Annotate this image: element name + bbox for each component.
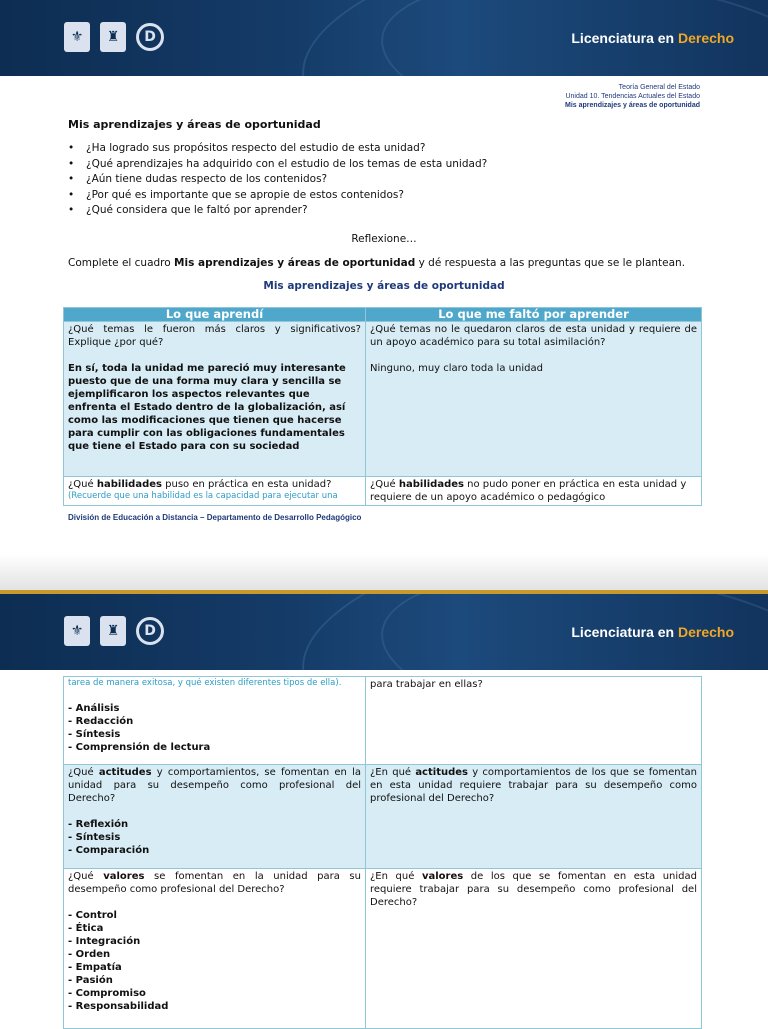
list-item: • ¿Qué considera que le faltó por aprender? (68, 203, 487, 219)
q-pre: ¿En qué (370, 767, 416, 778)
table-row (64, 677, 702, 765)
breadcrumb-activity: Mis aprendizajes y áreas de oportunidad (565, 102, 700, 109)
answer-item: - Síntesis (68, 729, 121, 740)
program-title (571, 30, 734, 46)
table-cell (64, 677, 366, 765)
answer-item: - Compromiso (68, 988, 146, 999)
program-accent: Derecho (677, 624, 734, 640)
footer-department: División de Educación a Distancia – Departamento de Desarrollo Pedagógico (68, 513, 362, 522)
program-prefix: Licenciatura en (571, 624, 678, 640)
breadcrumb (565, 83, 700, 110)
cell-question (370, 478, 697, 504)
answer-item: - Ética (68, 923, 104, 934)
suayed-logo-icon: D (136, 23, 164, 51)
table-cell (366, 869, 702, 1029)
answer-item: - Orden (68, 949, 111, 960)
table-row (64, 765, 702, 869)
list-item: • ¿Ha logrado sus propósitos respecto del estudio de esta unidad? (68, 141, 487, 157)
header-banner-page2 (0, 594, 768, 670)
table-cell (366, 677, 702, 765)
cell-question (370, 870, 697, 909)
answer-item: - Responsabilidad (68, 1001, 169, 1012)
cell-question (68, 766, 361, 805)
q-pre: ¿En qué (370, 871, 422, 882)
table-cell (366, 477, 702, 506)
table-row (64, 477, 702, 506)
q-keyword: actitudes (415, 767, 468, 778)
table-cell (64, 765, 366, 869)
q-pre: ¿Qué (68, 479, 97, 490)
cell-question (68, 870, 361, 896)
cell-note: tarea de manera exitosa, y qué existen diferentes tipos de ella). (68, 678, 342, 688)
column-header-missing: Lo que me faltó por aprender (366, 308, 702, 322)
program-title (571, 624, 734, 640)
unam-crest-icon: ⚜ (64, 616, 90, 646)
institution-logos (64, 22, 164, 52)
cell-question (370, 766, 697, 805)
q-post: de los que se fomentan en esta unidad requiere trabajar para su desempeño como profesional del Derecho? (370, 871, 697, 908)
section-title: Mis aprendizajes y áreas de oportunidad (68, 118, 321, 131)
answer-item: - Comparación (68, 845, 150, 856)
q-post: no pudo poner en práctica en esta unidad y requiere de un apoyo académico o pedagógico (370, 479, 687, 503)
table-cell (64, 477, 366, 506)
list-item: • ¿Qué aprendizajes ha adquirido con el estudio de los temas de esta unidad? (68, 157, 487, 173)
table-cell (64, 322, 366, 477)
page-separator (0, 554, 768, 594)
unam-crest-icon: ⚜ (64, 22, 90, 52)
learning-table-continued (63, 676, 702, 1029)
q-pre: ¿Qué (68, 871, 104, 882)
q-keyword: valores (103, 871, 145, 882)
table-cell (366, 765, 702, 869)
instruction-pre: Complete el cuadro (68, 257, 175, 269)
answer-item: - Reflexión (68, 819, 129, 830)
cell-answer: En sí, toda la unidad me pareció muy interesante puesto que de una forma muy clara y sencilla se ejemplificaron los aspectos relevantes que enfrenta el Estado dentro de la globalización, así como las modificaciones que tienen que hacerse para cumplir con las obligaciones fundamentales que tiene el Estado para con su sociedad (68, 363, 346, 452)
q-keyword: habilidades (96, 479, 162, 490)
learning-table (63, 307, 702, 506)
q-post: se fomentan en la unidad para su desempeño como profesional del Derecho? (68, 871, 361, 895)
table-cell (64, 869, 366, 1029)
cell-note: (Recuerde que una habilidad es la capacidad para ejecutar una (68, 491, 338, 501)
fca-shield-icon: ♜ (100, 22, 126, 52)
table-cell (366, 322, 702, 477)
breadcrumb-unit: Unidad 10. Tendencias Actuales del Estado (565, 93, 700, 100)
instruction-post: y dé respuesta a las preguntas que se le plantean. (415, 257, 686, 269)
answer-item: - Redacción (68, 716, 134, 727)
cell-question: para trabajar en ellas? (370, 679, 483, 690)
table-header-row (64, 308, 702, 322)
q-keyword: actitudes (98, 767, 152, 778)
reflection-question-list (68, 141, 487, 219)
breadcrumb-course: Teoría General del Estado (618, 84, 700, 91)
q-keyword: valores (421, 871, 464, 882)
answer-item: - Integración (68, 936, 141, 947)
cell-answer: Ninguno, muy claro toda la unidad (370, 363, 543, 374)
cell-question: ¿Qué temas le fueron más claros y significativos? Explique ¿por qué? (68, 324, 361, 348)
q-post: y comportamientos de los que se fomentan en esta unidad requiere trabajar para su desempeño como profesional del Derecho? (370, 767, 697, 804)
header-banner (0, 0, 768, 76)
instruction-bold: Mis aprendizajes y áreas de oportunidad (174, 257, 416, 269)
q-pre: ¿Qué (68, 767, 99, 778)
answer-item: - Control (68, 910, 117, 921)
answer-item: - Comprensión de lectura (68, 742, 211, 753)
q-post: y comportamientos, se fomentan en la unidad para su desempeño como profesional del Derecho? (68, 767, 361, 804)
list-item: • ¿Por qué es importante que se apropie de estos contenidos? (68, 188, 487, 204)
table-row (64, 869, 702, 1029)
cell-question (68, 478, 361, 491)
q-keyword: habilidades (398, 479, 464, 490)
column-header-learned: Lo que aprendí (64, 308, 366, 322)
answer-item: - Pasión (68, 975, 113, 986)
fca-shield-icon: ♜ (100, 616, 126, 646)
institution-logos (64, 616, 164, 646)
answer-item: - Empatía (68, 962, 122, 973)
list-item: • ¿Aún tiene dudas respecto de los contenidos? (68, 172, 487, 188)
answer-item: - Análisis (68, 703, 120, 714)
answer-item: - Síntesis (68, 832, 121, 843)
table-row (64, 322, 702, 477)
q-post: puso en práctica en esta unidad? (161, 479, 332, 490)
q-pre: ¿Qué (370, 479, 399, 490)
cell-question: ¿Qué temas no le quedaron claros de esta unidad y requiere de un apoyo académico para su total asimilación? (370, 324, 697, 348)
suayed-logo-icon: D (136, 617, 164, 645)
table-title: Mis aprendizajes y áreas de oportunidad (263, 280, 505, 292)
reflexione-text: Reflexione… (351, 233, 417, 245)
program-accent: Derecho (677, 30, 734, 46)
instruction-text (68, 257, 685, 269)
program-prefix: Licenciatura en (571, 30, 678, 46)
